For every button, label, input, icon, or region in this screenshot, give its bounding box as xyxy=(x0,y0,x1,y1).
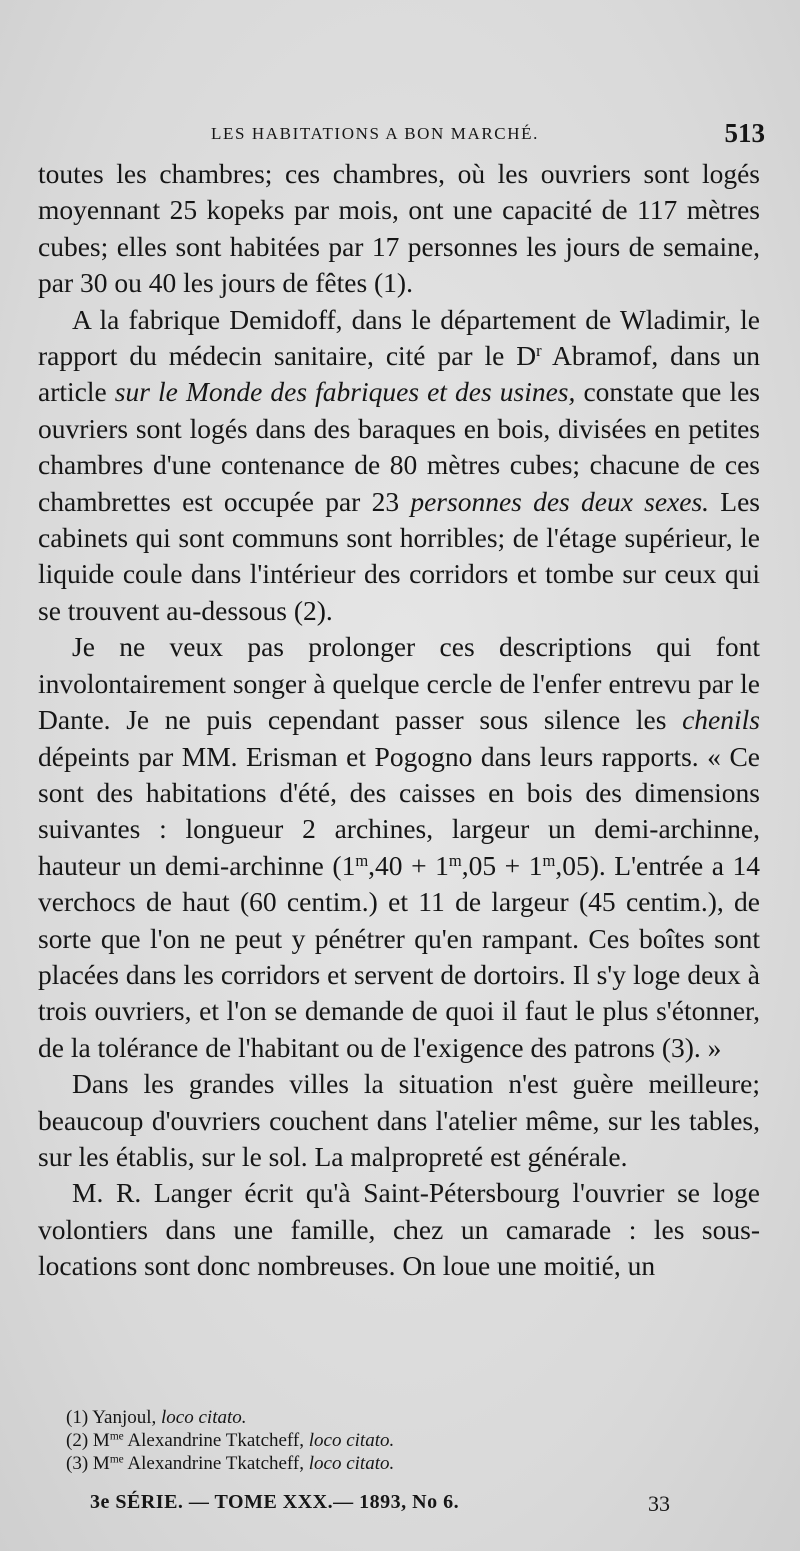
text-run: (3) M xyxy=(66,1453,110,1474)
running-head xyxy=(40,118,765,154)
superscript: m xyxy=(355,850,369,870)
running-title: LES HABITATIONS A BON MARCHÉ. xyxy=(211,124,539,143)
text-run: Dans les grandes villes la situation n'est guère meilleure; beaucoup d'ouvriers couchent dans l'atelier même, sur les tables, sur les établis, sur le sol. La malpropreté est générale. xyxy=(38,1068,760,1172)
text-run: (1) Yanjoul, xyxy=(66,1407,162,1428)
text-run: dépeints par MM. Erisman et Pogogno dans leurs rapports. « Ce sont des habitations d'été, des caisses en bois des dimensions suivantes : longueur 2 archines, largeur un demi-archinne, hauteur un demi-archinne (1 xyxy=(38,740,760,881)
paragraph xyxy=(38,629,760,1066)
text-run: toutes les chambres; ces chambres, où les ouvriers sont logés moyennant 25 kopeks par mois, ont une capacité de 117 mètres cubes; elles sont habitées par 17 personnes les jours de semaine, par 30 ou 40 les jours de fêtes (1). xyxy=(38,158,760,299)
superscript: m xyxy=(542,850,556,870)
superscript: r xyxy=(536,340,542,360)
italic-text: loco citato. xyxy=(308,1453,395,1474)
footnote xyxy=(66,1429,766,1452)
text-run: (2) M xyxy=(66,1430,110,1451)
text-run: A la fabrique Demidoff, dans le département de Wladimir, le rapport du médecin sanitaire, cité par le D xyxy=(38,303,760,372)
text-run: Les cabinets qui sont communs sont horribles; de l'étage supérieur, le liquide coule dans l'intérieur des corridors et tombe sur ceux qui se trouvent au-dessous (2). xyxy=(38,485,760,626)
text-run: M. R. Langer écrit qu'à Saint-Pétersbourg l'ouvrier se loge volontiers dans une famille, chez un camarade : les sous-locations sont donc nombreuses. On loue une moitié, un xyxy=(38,1177,760,1282)
italic-text: loco citato. xyxy=(161,1407,247,1428)
superscript: me xyxy=(109,1453,124,1466)
text-run: Alexandrine Tkatcheff, xyxy=(123,1430,309,1451)
italic-text: personnes des deux sexes. xyxy=(410,485,710,517)
text-run: ,40 + 1 xyxy=(368,849,449,881)
italic-text: sur le Monde des fabriques et des usines, xyxy=(114,376,576,408)
superscript: m xyxy=(448,850,462,870)
italic-text: chenils xyxy=(682,704,760,736)
text-run: Abramof, dans un article xyxy=(38,340,760,408)
text-run: Je ne veux pas prolonger ces descriptions qui font involontairement songer à quelque cercle de l'enfer entrevu par le Dante. Je ne puis cependant passer sous silence les xyxy=(38,631,760,736)
paragraph xyxy=(38,1175,760,1284)
italic-text: loco citato. xyxy=(308,1430,395,1451)
paragraph xyxy=(38,1066,760,1175)
footnote xyxy=(66,1406,766,1429)
signature-mark: 33 xyxy=(648,1491,670,1516)
series-label: 3e SÉRIE. — TOME XXX.— 1893, No 6. xyxy=(90,1491,460,1513)
text-run: constate que les ouvriers sont logés dans des baraques en bois, divisées en petites chambres d'une contenance de 80 mètres cubes; chacune de ces chambrettes est occupée par 23 xyxy=(38,376,760,517)
body-text xyxy=(38,156,760,1285)
text-run: ,05). L'entrée a 14 verchocs de haut (60 centim.) et 11 de largeur (45 centim.), de sorte que l'on ne peut y pénétrer qu'en rampant. Ces boîtes sont placées dans les corridors et servent de dortoirs. Il s'y loge deux à trois ouvriers, et l'on se demande de quoi il faut le plus s'étonner, de la tolérance de l'habitant ou de l'exigence des patrons (3). » xyxy=(38,849,760,1063)
superscript: me xyxy=(109,1430,124,1443)
text-run: ,05 + 1 xyxy=(461,849,543,881)
footnote xyxy=(66,1452,766,1475)
page-number: 513 xyxy=(724,118,765,148)
paragraph xyxy=(38,156,760,302)
footnotes xyxy=(66,1406,766,1475)
text-run: Alexandrine Tkatcheff, xyxy=(123,1453,309,1474)
paragraph xyxy=(38,302,760,630)
